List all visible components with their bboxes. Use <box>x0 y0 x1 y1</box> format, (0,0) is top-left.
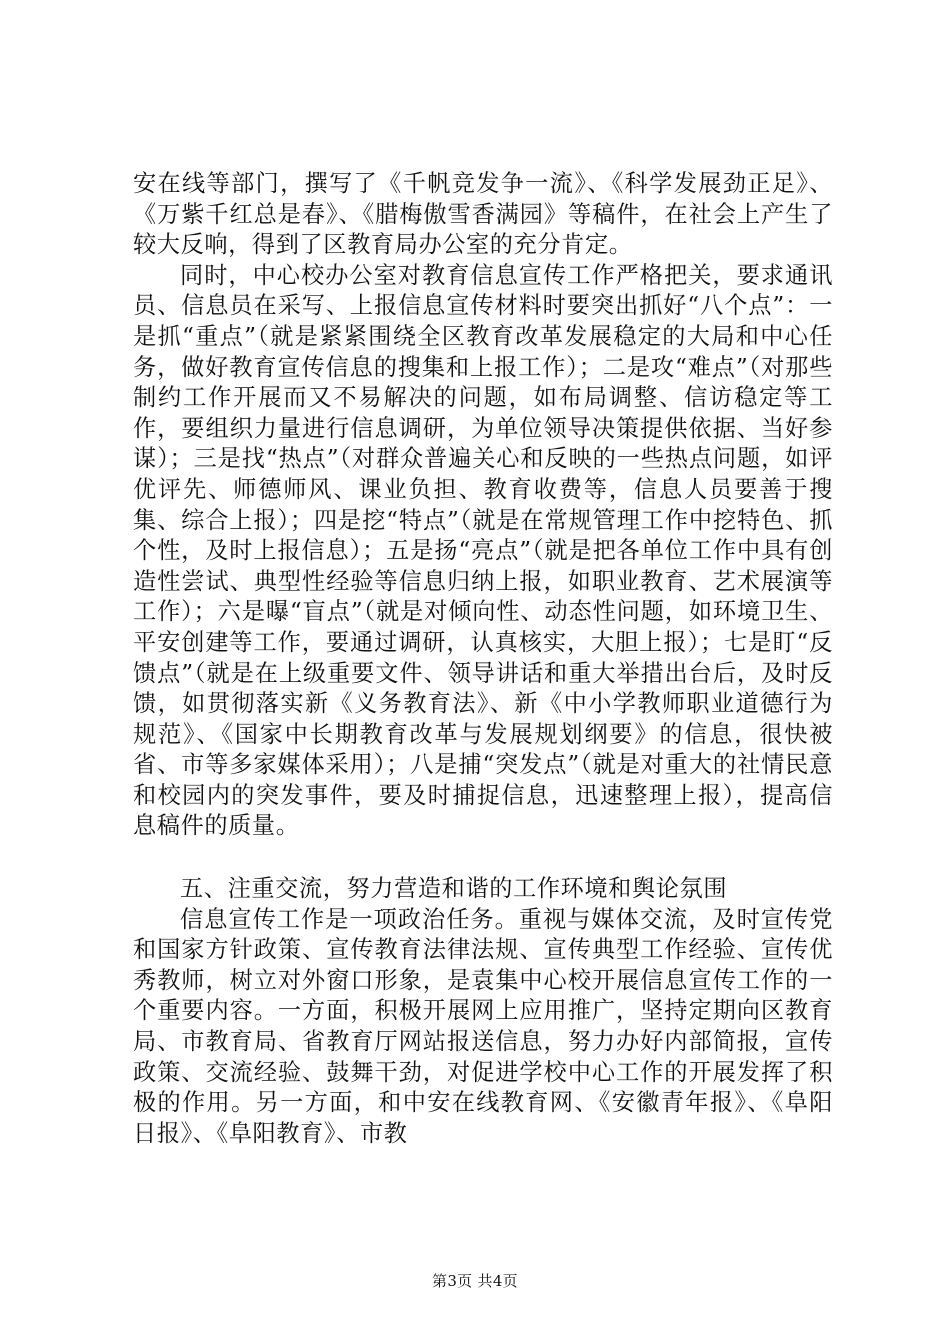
document-body <box>133 169 833 1149</box>
section-spacer <box>133 842 833 874</box>
paragraph-exchange: 信息宣传工作是一项政治任务。重视与媒体交流，及时宣传党和国家方针政策、宣传教育法律法规、宣传典型工作经验、宣传优秀教师，树立对外窗口形象，是袁集中心校开展信息宣传工作的一个重要内容。一方面，积极开展网上应用推广，坚持定期向区教育局、市教育局、省教育厅网站报送信息，努力办好内部简报，宣传政策、交流经验、鼓舞干劲，对促进学校中心工作的开展发挥了积极的作用。另一方面，和中安在线教育网、《安徽青年报》、《阜阳日报》、《阜阳教育》、市教 <box>133 905 833 1147</box>
section-heading: 五、注重交流，努力营造和谐的工作环境和舆论氛围 <box>180 875 728 903</box>
paragraph-continuation: 安在线等部门，撰写了《千帆竞发争一流》、《科学发展劲正足》、《万紫千红总是春》、《腊梅傲雪香满园》等稿件，在社会上产生了较大反响，得到了区教育局办公室的充分肯定。 <box>133 170 833 259</box>
paragraph-eight-points: 同时，中心校办公室对教育信息宣传工作严格把关，要求通讯员、信息员在采写、上报信息宣传材料时要突出抓好“八个点”：一是抓“重点”（就是紧紧围绕全区教育改革发展稳定的大局和中心任务，做好教育宣传信息的搜集和上报工作）；二是攻“难点”（对那些制约工作开展而又不易解决的问题，如布局调整、信访稳定等工作，要组织力量进行信息调研，为单位领导决策提供依据、当好参谋）；三是找“热点”（对群众普遍关心和反映的一些热点问题，如评优评先、师德师风、课业负担、教育收费等，信息人员要善于搜集、综合上报）；四是挖“特点”（就是在常规管理工作中挖特色、抓个性，及时上报信息）；五是扬“亮点”（就是把各单位工作中具有创造性尝试、典型性经验等信息归纳上报，如职业教育、艺术展演等工作）；六是曝“盲点”（就是对倾向性、动态性问题，如环境卫生、平安创建等工作，要通过调研，认真核实，大胆上报）；七是盯“反馈点”（就是在上级重要文件、领导讲话和重大举措出台后，及时反馈，如贯彻落实新《义务教育法》、新《中小学教师职业道德行为规范》、《国家中长期教育改革与发展规划纲要》的信息，很快被省、市等多家媒体采用）；八是捕“突发点”（就是对重大的社情民意和校园内的突发事件，要及时捕捉信息，迅速整理上报），提高信息稿件的质量。 <box>133 261 833 840</box>
page-footer: 第3页 共4页 <box>432 1272 518 1290</box>
